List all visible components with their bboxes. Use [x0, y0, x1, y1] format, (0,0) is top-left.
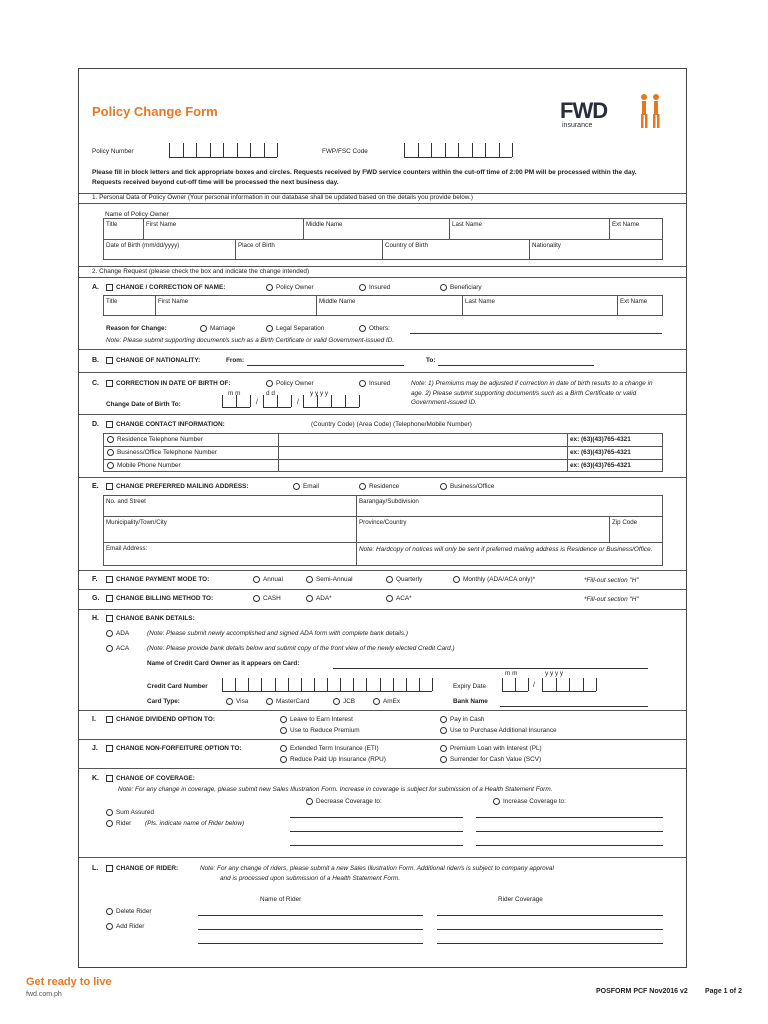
h-opt-aca[interactable] — [106, 645, 129, 652]
radio-icon — [106, 645, 113, 652]
h-aca-note: (Note: Please provide bank details below and submit copy of the front view of the newly elected Credit Card.) — [147, 645, 455, 652]
j-opt-2[interactable] — [280, 756, 386, 763]
g-o2: ADA* — [316, 595, 332, 603]
checkbox-icon — [106, 421, 113, 428]
d-ex-2: ex: (63)(43)765-4321 — [570, 449, 631, 456]
radio-icon — [106, 908, 113, 915]
card-owner-input[interactable] — [333, 668, 648, 669]
i-o3: Pay in Cash — [450, 716, 485, 724]
footer-url: fwd.com.ph — [26, 991, 62, 998]
bank-details-checkbox[interactable] — [106, 615, 195, 622]
decrease-line-2[interactable] — [290, 831, 463, 832]
c-label: CORRECTION IN DATE OF BIRTH OF: — [116, 380, 231, 388]
page-title: Policy Change Form — [92, 104, 218, 119]
to-input[interactable] — [438, 365, 594, 366]
h-t1: Visa — [236, 698, 249, 706]
h-t4: AmEx — [383, 698, 401, 706]
pob-label: Place of Birth — [238, 242, 275, 249]
k-letter: K. — [92, 775, 99, 782]
rider-name-line-1[interactable] — [198, 915, 423, 916]
h-label: CHANGE BANK DETAILS: — [116, 615, 195, 623]
new-ext-label: Ext Name — [620, 298, 648, 305]
rider-checkbox[interactable] — [106, 865, 178, 872]
d-label: CHANGE CONTACT INFORMATION: — [116, 421, 225, 429]
rider-cov-line-1[interactable] — [437, 915, 663, 916]
a-opt-policy-owner[interactable] — [266, 284, 314, 291]
a-opt3-label: Beneficiary — [450, 284, 482, 292]
delete-rider[interactable] — [106, 908, 152, 915]
dob-label: Date of Birth (mm/dd/yyyy) — [106, 242, 180, 249]
contact-checkbox[interactable] — [106, 421, 225, 428]
rider-name-line-3[interactable] — [198, 943, 423, 944]
c-opt-insured[interactable] — [359, 380, 390, 387]
f-label: CHANGE PAYMENT MODE TO: — [116, 576, 210, 584]
checkbox-icon — [106, 284, 113, 291]
g-o3: ACA* — [396, 595, 412, 603]
reason-label: Reason for Change: — [106, 325, 167, 332]
j-o1: Extended Term Insurance (ETI) — [290, 745, 379, 753]
radio-icon — [280, 727, 287, 734]
b-to: To: — [426, 357, 436, 364]
radio-icon — [107, 449, 114, 456]
radio-icon — [107, 462, 114, 469]
fwd-logo: FWD — [560, 98, 608, 123]
d-row2: Mobile Phone Number — [117, 462, 181, 470]
h-opt-ada[interactable] — [106, 630, 129, 637]
nationality-label: Nationality — [532, 242, 561, 249]
k-dec: Decrease Coverage to: — [316, 798, 382, 806]
f-o2: Semi-Annual — [316, 576, 353, 584]
c-mm: m m — [228, 390, 241, 397]
bank-name-input[interactable] — [500, 706, 648, 707]
i-opt-3[interactable] — [440, 716, 484, 723]
radio-icon — [106, 630, 113, 637]
fwp-code-input[interactable] — [404, 143, 512, 158]
new-first-label: First Name — [158, 298, 189, 305]
radio-icon — [107, 436, 114, 443]
mobile-phone[interactable] — [107, 462, 181, 469]
b-letter: B. — [92, 357, 99, 364]
d-ex-1: ex: (63)(43)765-4321 — [570, 436, 631, 443]
change-name-checkbox[interactable] — [106, 284, 225, 291]
k-note: Note: For any change in coverage, please submit new Sales Illustration Form. Increase in coverage is subject for submission of a Health Statement Form. — [118, 786, 553, 793]
j-opt-4[interactable] — [440, 756, 541, 763]
l-del: Delete Rider — [116, 908, 152, 916]
d-letter: D. — [92, 421, 99, 428]
checkbox-icon — [106, 576, 113, 583]
h-yyyy: y y y y — [545, 670, 564, 677]
new-middle-label: Middle Name — [319, 298, 356, 305]
instructions: Please fill in block letters and tick appropriate boxes and circles. Requests received by FWD service counters within the cut-off time of 2:00 PM will be processed within the day. Requests received beyond cut-off time will be processed the next business day. — [92, 169, 637, 186]
rider-name-line-2[interactable] — [198, 929, 423, 930]
f-o1: Annual — [263, 576, 283, 584]
f-letter: F. — [92, 576, 98, 583]
radio-icon — [440, 745, 447, 752]
j-opt-1[interactable] — [280, 745, 379, 752]
radio-icon — [106, 923, 113, 930]
g-opt-ada[interactable] — [306, 595, 332, 602]
h-t3: JCB — [343, 698, 356, 706]
e-opt-business[interactable] — [440, 483, 494, 490]
k-rider-note: (Pls. indicate name of Rider below) — [145, 820, 245, 827]
radio-icon — [493, 798, 500, 805]
owner-name-label: Name of Policy Owner — [105, 211, 169, 218]
g-o1: CASH — [263, 595, 281, 603]
radio-icon — [200, 325, 207, 332]
decrease-coverage[interactable] — [306, 798, 382, 805]
radio-icon — [266, 325, 273, 332]
radio-icon — [359, 325, 366, 332]
checkbox-icon — [106, 483, 113, 490]
decrease-line-3[interactable] — [290, 845, 463, 846]
owner-ext-label: Ext Name — [612, 221, 640, 228]
radio-icon — [440, 483, 447, 490]
j-o4: Surrender for Cash Value (SCV) — [450, 756, 542, 764]
radio-icon — [386, 595, 393, 602]
h-mm: m m — [505, 670, 518, 677]
prov-label: Province/Country — [359, 519, 407, 526]
h-letter: H. — [92, 615, 99, 622]
h-bank: Bank Name — [453, 698, 488, 705]
owner-first-label: First Name — [146, 221, 177, 228]
radio-icon — [280, 756, 287, 763]
i-o2: Use to Reduce Premium — [290, 727, 360, 735]
expiry-slash: / — [533, 682, 535, 689]
radio-icon — [440, 756, 447, 763]
policy-number-input[interactable] — [169, 143, 277, 158]
c-opt2-label: Insured — [369, 380, 391, 388]
slash-2: / — [297, 399, 299, 406]
rider-cov-line-2[interactable] — [437, 929, 663, 930]
nationality-checkbox[interactable] — [106, 357, 200, 364]
d-row0: Residence Telephone Number — [117, 436, 203, 444]
e-opt-email[interactable] — [293, 483, 319, 490]
i-opt-1[interactable] — [280, 716, 353, 723]
new-dob-year[interactable] — [303, 395, 359, 408]
l-cov: Rider Coverage — [498, 896, 543, 903]
h-ccn: Credit Card Number — [147, 683, 208, 690]
mailing-checkbox[interactable] — [106, 483, 249, 490]
expiry-year[interactable] — [542, 678, 596, 692]
g-opt-cash[interactable] — [253, 595, 281, 602]
k-sum: Sum Assured — [116, 809, 155, 817]
radio-icon — [440, 727, 447, 734]
j-o3: Premium Loan with Interest (PL) — [450, 745, 542, 753]
payment-mode-checkbox[interactable] — [106, 576, 209, 583]
increase-line-2[interactable] — [476, 831, 663, 832]
checkbox-icon — [106, 595, 113, 602]
a-letter: A. — [92, 284, 99, 291]
policy-number-label: Policy Number — [92, 148, 134, 155]
add-rider[interactable] — [106, 923, 144, 930]
checkbox-icon — [106, 615, 113, 622]
k-rider: Rider — [116, 820, 132, 828]
f-opt-annual[interactable] — [253, 576, 283, 583]
owner-last-label: Last Name — [452, 221, 482, 228]
card-amex[interactable] — [373, 698, 400, 705]
slash-1: / — [256, 399, 258, 406]
form-code: POSFORM PCF Nov2016 v2 — [596, 988, 688, 995]
radio-icon — [106, 809, 113, 816]
f-opt-semi[interactable] — [306, 576, 353, 583]
radio-icon — [386, 576, 393, 583]
section-2-title: 2. Change Request (please check the box and indicate the change intended) — [92, 268, 310, 275]
d-row1: Business/Office Telephone Number — [117, 449, 217, 457]
i-opt-4[interactable] — [440, 727, 557, 734]
g-opt-aca[interactable] — [386, 595, 412, 602]
reason-marriage[interactable] — [200, 325, 235, 332]
radio-icon — [106, 820, 113, 827]
f-opt-quarterly[interactable] — [386, 576, 422, 583]
j-opt-3[interactable] — [440, 745, 542, 752]
increase-coverage[interactable] — [493, 798, 566, 805]
h-aca: ACA — [116, 645, 130, 653]
c-dd: d d — [266, 390, 275, 397]
i-letter: I. — [92, 716, 96, 723]
increase-line-3[interactable] — [476, 845, 663, 846]
checkbox-icon — [106, 380, 113, 387]
muni-label: Municipality/Town/City — [106, 519, 167, 526]
radio-icon — [266, 380, 273, 387]
dob-correction-checkbox[interactable] — [106, 380, 231, 387]
runners-logo-icon — [636, 92, 668, 134]
logo-sub: insurance — [562, 122, 593, 129]
g-label: CHANGE BILLING METHOD TO: — [116, 595, 214, 603]
f-opt-monthly[interactable] — [453, 576, 535, 583]
h-owner: Name of Credit Card Owner as it appears on Card: — [147, 660, 300, 667]
rider-cov-line-3[interactable] — [437, 943, 663, 944]
page-number: Page 1 of 2 — [705, 988, 742, 995]
checkbox-icon — [106, 357, 113, 364]
a-label: CHANGE / CORRECTION OF NAME: — [116, 284, 226, 292]
i-opt-2[interactable] — [280, 727, 360, 734]
email-label: Email Address: — [106, 545, 148, 552]
new-title-label: Title — [106, 298, 118, 305]
reason-others[interactable] — [359, 325, 390, 332]
d-codes: (Country Code) (Area Code) (Telephone/Mobile Number) — [311, 421, 472, 428]
i-label: CHANGE DIVIDEND OPTION TO: — [116, 716, 215, 724]
h-ada: ADA — [116, 630, 130, 638]
radio-icon — [359, 380, 366, 387]
radio-icon — [293, 483, 300, 490]
radio-icon — [253, 595, 260, 602]
k-label: CHANGE OF COVERAGE: — [116, 775, 195, 783]
h-ada-note: (Note: Please submit newly accomplished and signed ADA form with complete bank details.) — [147, 630, 408, 637]
i-o1: Leave to Earn Interest — [290, 716, 353, 724]
decrease-line-1[interactable] — [290, 817, 463, 818]
checkbox-icon — [106, 865, 113, 872]
billing-checkbox[interactable] — [106, 595, 213, 602]
j-letter: J. — [92, 745, 98, 752]
r1-label: Marriage — [210, 325, 236, 333]
h-t2: MasterCard — [276, 698, 310, 706]
h-type: Card Type: — [147, 698, 180, 705]
card-mastercard[interactable] — [266, 698, 309, 705]
l-label: CHANGE OF RIDER: — [116, 865, 179, 873]
owner-title-label: Title — [106, 221, 118, 228]
a-opt-beneficiary[interactable] — [440, 284, 482, 291]
radio-icon — [306, 798, 313, 805]
card-jcb[interactable] — [333, 698, 355, 705]
checkbox-icon — [106, 716, 113, 723]
new-dob-month[interactable] — [222, 395, 250, 408]
j-label: CHANGE NON-FORFEITURE OPTION TO: — [116, 745, 242, 753]
radio-icon — [440, 716, 447, 723]
a-opt-insured[interactable] — [359, 284, 390, 291]
cob-label: Country of Birth — [385, 242, 428, 249]
residence-phone[interactable] — [107, 436, 203, 443]
b-label: CHANGE OF NATIONALITY: — [116, 357, 201, 365]
owner-middle-label: Middle Name — [306, 221, 343, 228]
c-opt-policy-owner[interactable] — [266, 380, 314, 387]
h-expiry: Expiry Date — [453, 683, 487, 690]
g-fill: *Fill-out section "H" — [584, 596, 639, 603]
radio-icon — [359, 483, 366, 490]
radio-icon — [453, 576, 460, 583]
nonforfeiture-checkbox[interactable] — [106, 745, 242, 752]
coverage-checkbox[interactable] — [106, 775, 195, 782]
section-1-title: 1. Personal Data of Policy Owner (Your personal information in our database shall be updated based on the details you provide below.) — [92, 194, 473, 201]
e-letter: E. — [92, 483, 99, 490]
g-letter: G. — [92, 595, 100, 602]
r3-label: Others: — [369, 325, 390, 333]
l-note2: and is processed upon submission of a Health Statement Form. — [220, 875, 401, 882]
radio-icon — [359, 284, 366, 291]
l-letter: L. — [92, 865, 99, 872]
e-note: Note: Hardcopy of notices will only be sent if preferred mailing address is Residence or Business/Office. — [359, 546, 653, 553]
from-input[interactable] — [247, 365, 404, 366]
c-opt1-label: Policy Owner — [276, 380, 314, 388]
j-o2: Reduce Paid Up Insurance (RPU) — [290, 756, 386, 764]
radio-icon — [373, 698, 380, 705]
f-o4: Monthly (ADA/ACA only)* — [463, 576, 536, 584]
card-visa[interactable] — [226, 698, 248, 705]
f-o3: Quarterly — [396, 576, 423, 584]
address-grid[interactable] — [103, 495, 663, 566]
radio-icon — [253, 576, 260, 583]
radio-icon — [306, 595, 313, 602]
dividend-checkbox[interactable] — [106, 716, 215, 723]
increase-line-1[interactable] — [476, 817, 663, 818]
r2-label: Legal Separation — [276, 325, 325, 333]
others-input[interactable] — [410, 333, 662, 334]
c-change: Change Date of Birth To: — [106, 401, 181, 408]
e-o2: Residence — [369, 483, 400, 491]
l-add: Add Rider — [116, 923, 145, 931]
new-last-label: Last Name — [465, 298, 495, 305]
l-name: Name of Rider — [260, 896, 302, 903]
b-from: From: — [226, 357, 245, 364]
k-opt-sum-assured[interactable] — [106, 809, 154, 816]
radio-icon — [306, 576, 313, 583]
zip-label: Zip Code — [612, 519, 638, 526]
reason-legal-separation[interactable] — [266, 325, 324, 332]
a-opt1-label: Policy Owner — [276, 284, 314, 292]
card-number-input[interactable] — [222, 678, 432, 692]
street-label: No. and Street — [106, 498, 146, 505]
d-ex-3: ex: (63)(43)765-4321 — [570, 462, 631, 469]
k-inc: Increase Coverage to: — [503, 798, 566, 806]
k-opt-rider[interactable] — [106, 820, 131, 827]
radio-icon — [333, 698, 340, 705]
l-note1: Note: For any change of riders, please submit a new Sales Illustration Form. Additional rider/s is subject to company approval — [200, 865, 554, 872]
fwp-label: FWP/FSC Code — [322, 148, 368, 155]
e-o3: Business/Office — [450, 483, 495, 491]
radio-icon — [226, 698, 233, 705]
checkbox-icon — [106, 775, 113, 782]
c-letter: C. — [92, 380, 99, 387]
checkbox-icon — [106, 745, 113, 752]
brgy-label: Barangay/Subdivision — [359, 498, 419, 505]
business-phone[interactable] — [107, 449, 217, 456]
c-yyyy: y y y y — [310, 390, 329, 397]
f-fill: *Fill-out section "H" — [584, 577, 639, 584]
radio-icon — [266, 698, 273, 705]
radio-icon — [280, 716, 287, 723]
radio-icon — [280, 745, 287, 752]
slogan: Get ready to live — [26, 976, 112, 988]
i-o4: Use to Purchase Additional Insurance — [450, 727, 557, 735]
a-opt2-label: Insured — [369, 284, 391, 292]
expiry-month[interactable] — [502, 678, 528, 692]
radio-icon — [266, 284, 273, 291]
c-note: Note: 1) Premiums may be adjusted if correction in date of birth results to a change in age. 2) Please submit supporting document/s such as a Birth Certificate or valid Government-issued ID. — [411, 380, 653, 406]
a-note: Note: Please submit supporting document/s such as a Birth Certificate or valid Government-issued ID. — [106, 337, 395, 344]
new-dob-day[interactable] — [263, 395, 291, 408]
e-opt-residence[interactable] — [359, 483, 399, 490]
e-o1: Email — [303, 483, 319, 491]
e-label: CHANGE PREFERRED MAILING ADDRESS: — [116, 483, 249, 491]
radio-icon — [440, 284, 447, 291]
